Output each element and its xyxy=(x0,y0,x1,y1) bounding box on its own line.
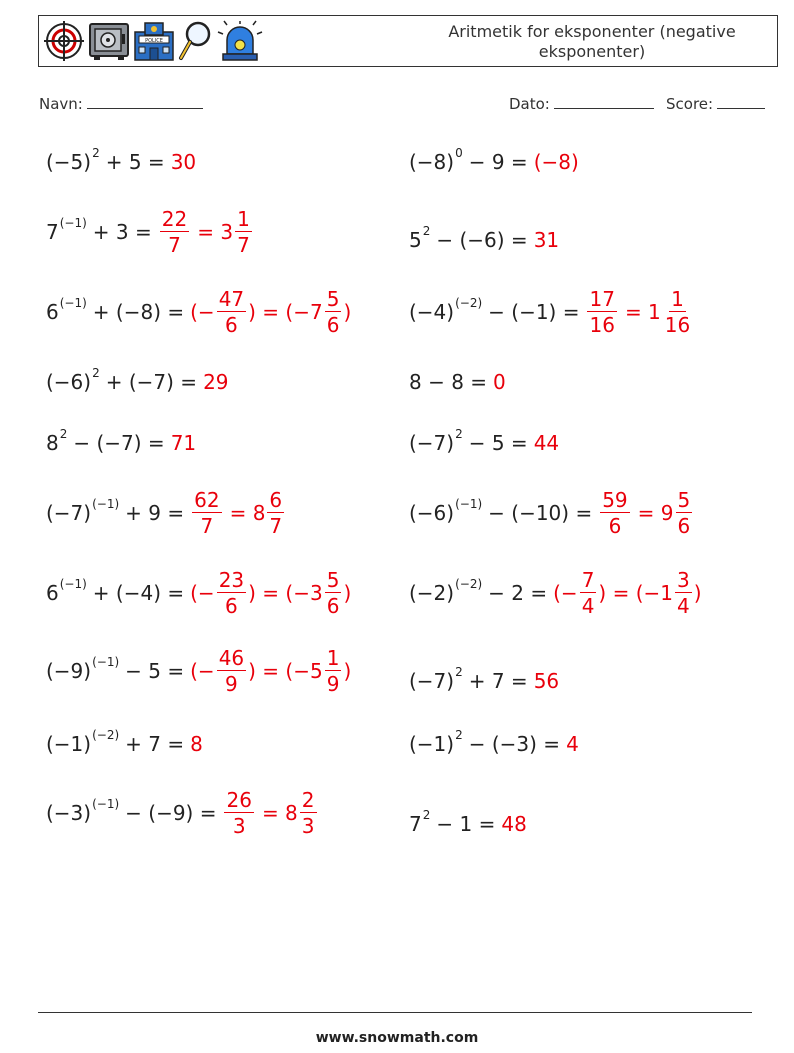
expression-text: 5 xyxy=(409,228,422,252)
fraction xyxy=(217,289,246,335)
expression-text: + (−4) = xyxy=(92,581,185,605)
exponent: (−2) xyxy=(92,728,120,742)
expression-text: ) = (−1 xyxy=(598,581,673,605)
answer: 44 xyxy=(533,431,560,455)
expression-text: + 3 = xyxy=(92,220,152,244)
name-field[interactable] xyxy=(39,94,203,113)
date-line[interactable] xyxy=(554,94,654,109)
fraction xyxy=(580,570,597,616)
numerator: 1 xyxy=(326,646,340,670)
numerator: 5 xyxy=(677,488,691,512)
expression-text: (−6) xyxy=(409,501,455,525)
fraction xyxy=(300,790,317,836)
answer: 29 xyxy=(203,370,229,394)
answer: 56 xyxy=(533,669,560,693)
denominator: 6 xyxy=(225,313,238,337)
expression-text: (−6) xyxy=(46,370,92,394)
answer: 4 xyxy=(566,732,579,756)
date-label: Dato: xyxy=(509,95,550,113)
date-field[interactable] xyxy=(509,94,654,113)
answer xyxy=(190,490,286,536)
denominator: 9 xyxy=(326,672,340,696)
numerator: 1 xyxy=(237,207,250,231)
fraction xyxy=(600,490,629,536)
numerator: 46 xyxy=(218,646,245,670)
fraction xyxy=(663,289,692,335)
exponent: 2 xyxy=(92,146,100,160)
fraction xyxy=(267,490,284,536)
expression-text: (− xyxy=(553,581,578,605)
denominator: 7 xyxy=(269,514,283,538)
expression-text: (−4) xyxy=(409,300,455,324)
footer-url[interactable]: www.snowmath.com xyxy=(315,1030,479,1046)
denominator: 3 xyxy=(232,814,246,838)
exponent: 2 xyxy=(455,728,463,742)
expression-text: (− xyxy=(190,300,215,324)
expression-text: (−3) xyxy=(46,801,92,825)
problem-6 xyxy=(409,289,694,335)
exponent: 2 xyxy=(455,665,463,679)
denominator: 4 xyxy=(581,594,595,618)
denominator: 9 xyxy=(225,672,238,696)
exponent: 0 xyxy=(455,146,463,160)
expression-text: − (−9) = xyxy=(125,801,217,825)
exponent: (−2) xyxy=(455,577,483,591)
answer: 71 xyxy=(170,431,197,455)
answer: (−8) xyxy=(533,150,579,174)
expression-text: (− xyxy=(190,659,215,683)
score-label: Score: xyxy=(666,95,714,113)
crosshair-icon xyxy=(43,20,85,62)
exponent: 2 xyxy=(59,427,68,441)
problem-14 xyxy=(409,570,702,616)
expression-text: ) = (−3 xyxy=(248,581,323,605)
exponent: (−1) xyxy=(92,497,120,511)
expression-text: = 3 xyxy=(197,220,234,244)
numerator: 6 xyxy=(269,488,283,512)
denominator: 16 xyxy=(589,313,615,337)
exponent: (−2) xyxy=(455,296,483,310)
expression-text: + 7 = xyxy=(468,669,528,693)
fraction xyxy=(676,490,693,536)
expression-text: (−7) xyxy=(409,669,455,693)
score-field[interactable] xyxy=(666,94,765,113)
problem-1 xyxy=(46,146,197,174)
fraction xyxy=(325,289,342,335)
expression-text: (−5) xyxy=(46,150,92,174)
expression-text: (−2) xyxy=(409,581,455,605)
denominator: 7 xyxy=(168,233,181,257)
fraction xyxy=(217,648,246,694)
expression-text: + 5 = xyxy=(105,150,165,174)
police-station-icon xyxy=(133,20,175,62)
exponent: 2 xyxy=(455,427,463,441)
problem-20 xyxy=(409,808,527,836)
denominator: 6 xyxy=(225,594,238,618)
expression-text: − (−3) = xyxy=(468,732,561,756)
expression-text: = 1 xyxy=(624,300,661,324)
denominator: 6 xyxy=(326,594,340,618)
problem-9 xyxy=(46,427,197,455)
expression-text: = 9 xyxy=(637,501,674,525)
denominator: 3 xyxy=(301,814,315,838)
problem-12 xyxy=(409,490,694,536)
expression-text: = 8 xyxy=(229,501,266,525)
fraction xyxy=(587,289,616,335)
footer-divider xyxy=(38,1012,752,1013)
answer xyxy=(553,570,701,616)
expression-text: − (−7) = xyxy=(73,431,165,455)
worksheet-title: Aritmetik for eksponenter (negative eksponenter) xyxy=(448,22,736,61)
problem-19 xyxy=(46,790,319,836)
numerator: 26 xyxy=(226,788,252,812)
numerator: 7 xyxy=(581,568,595,592)
expression-text: ) = (−7 xyxy=(248,300,323,324)
problem-18 xyxy=(409,728,579,756)
expression-text: (−1) xyxy=(409,732,455,756)
expression-text: 8 xyxy=(46,431,59,455)
denominator: 6 xyxy=(608,514,622,538)
expression-text: − 1 = xyxy=(436,812,496,836)
siren-icon xyxy=(217,20,263,62)
magnifier-icon xyxy=(178,20,214,62)
answer xyxy=(190,648,351,694)
header-icons xyxy=(43,19,263,63)
exponent: 2 xyxy=(422,808,431,822)
numerator: 17 xyxy=(589,287,615,311)
score-line[interactable] xyxy=(717,94,765,109)
answer xyxy=(158,209,254,255)
problem-7 xyxy=(46,366,229,394)
name-line[interactable] xyxy=(87,94,203,109)
expression-text: (−1) xyxy=(46,732,92,756)
denominator: 16 xyxy=(664,313,691,337)
fraction xyxy=(224,790,253,836)
problem-13 xyxy=(46,570,351,616)
denominator: 6 xyxy=(677,514,691,538)
problem-4 xyxy=(409,224,560,252)
safe-icon xyxy=(88,20,130,62)
expression-text: + 7 = xyxy=(125,732,185,756)
expression-text: + (−7) = xyxy=(105,370,198,394)
numerator: 5 xyxy=(326,287,340,311)
expression-text: ) xyxy=(343,581,352,605)
fraction xyxy=(325,570,342,616)
expression-text: − 2 = xyxy=(488,581,548,605)
fraction xyxy=(235,209,252,255)
fraction xyxy=(160,209,189,255)
problem-3 xyxy=(46,209,254,255)
expression-text: − 5 = xyxy=(468,431,528,455)
answer: 8 xyxy=(190,732,203,756)
expression-text: = 8 xyxy=(261,801,298,825)
problem-16 xyxy=(409,665,560,693)
numerator: 59 xyxy=(602,488,628,512)
answer xyxy=(585,289,694,335)
numerator: 2 xyxy=(301,788,315,812)
problem-5 xyxy=(46,289,351,335)
exponent: 2 xyxy=(422,224,431,238)
answer: 48 xyxy=(501,812,527,836)
svg-text:POLICE: POLICE xyxy=(145,38,163,44)
expression-text: − (−6) = xyxy=(436,228,528,252)
expression-text: ) = (−5 xyxy=(248,659,323,683)
expression-text: ) xyxy=(693,581,702,605)
exponent: (−1) xyxy=(59,577,87,591)
fraction xyxy=(217,570,246,616)
expression-text: + 9 = xyxy=(125,501,185,525)
expression-text: − 9 = xyxy=(468,150,528,174)
problem-2 xyxy=(409,146,579,174)
problem-8 xyxy=(409,370,506,394)
expression-text: (−8) xyxy=(409,150,455,174)
expression-text: − 5 = xyxy=(125,659,185,683)
expression-text: (−9) xyxy=(46,659,92,683)
answer: 30 xyxy=(170,150,197,174)
denominator: 4 xyxy=(676,594,690,618)
numerator: 3 xyxy=(676,568,690,592)
answer xyxy=(190,289,351,335)
expression-text: − (−1) = xyxy=(488,300,580,324)
denominator: 7 xyxy=(200,514,214,538)
denominator: 6 xyxy=(326,313,340,337)
expression-text: (−7) xyxy=(409,431,455,455)
exponent: (−1) xyxy=(59,296,87,310)
denominator: 7 xyxy=(237,233,250,257)
fraction xyxy=(325,648,342,694)
fraction xyxy=(192,490,221,536)
expression-text: 7 xyxy=(409,812,422,836)
numerator: 22 xyxy=(161,207,188,231)
answer: 31 xyxy=(533,228,560,252)
exponent: (−1) xyxy=(92,655,120,669)
expression-text: ) xyxy=(343,300,352,324)
problem-15 xyxy=(46,648,351,694)
answer: 0 xyxy=(493,370,506,394)
expression-text: (− xyxy=(190,581,215,605)
worksheet-header xyxy=(38,15,778,67)
problem-17 xyxy=(46,728,203,756)
answer xyxy=(190,570,351,616)
exponent: (−1) xyxy=(59,216,87,230)
exponent: 2 xyxy=(92,366,100,380)
numerator: 1 xyxy=(671,287,684,311)
expression-text: 6 xyxy=(46,581,59,605)
problem-11 xyxy=(46,490,286,536)
answer xyxy=(222,790,318,836)
problem-10 xyxy=(409,427,560,455)
name-label: Navn: xyxy=(39,95,83,113)
answer xyxy=(598,490,694,536)
exponent: (−1) xyxy=(455,497,483,511)
numerator: 47 xyxy=(218,287,245,311)
numerator: 23 xyxy=(218,568,245,592)
expression-text: (−7) xyxy=(46,501,92,525)
exponent: (−1) xyxy=(92,797,120,811)
fraction xyxy=(675,570,692,616)
expression-text: + (−8) = xyxy=(92,300,185,324)
expression-text: 7 xyxy=(46,220,59,244)
expression-text: ) xyxy=(343,659,352,683)
numerator: 5 xyxy=(326,568,340,592)
expression-text: 6 xyxy=(46,300,59,324)
expression-text: 8 − 8 = xyxy=(409,370,488,394)
expression-text: − (−10) = xyxy=(488,501,593,525)
numerator: 62 xyxy=(194,488,220,512)
